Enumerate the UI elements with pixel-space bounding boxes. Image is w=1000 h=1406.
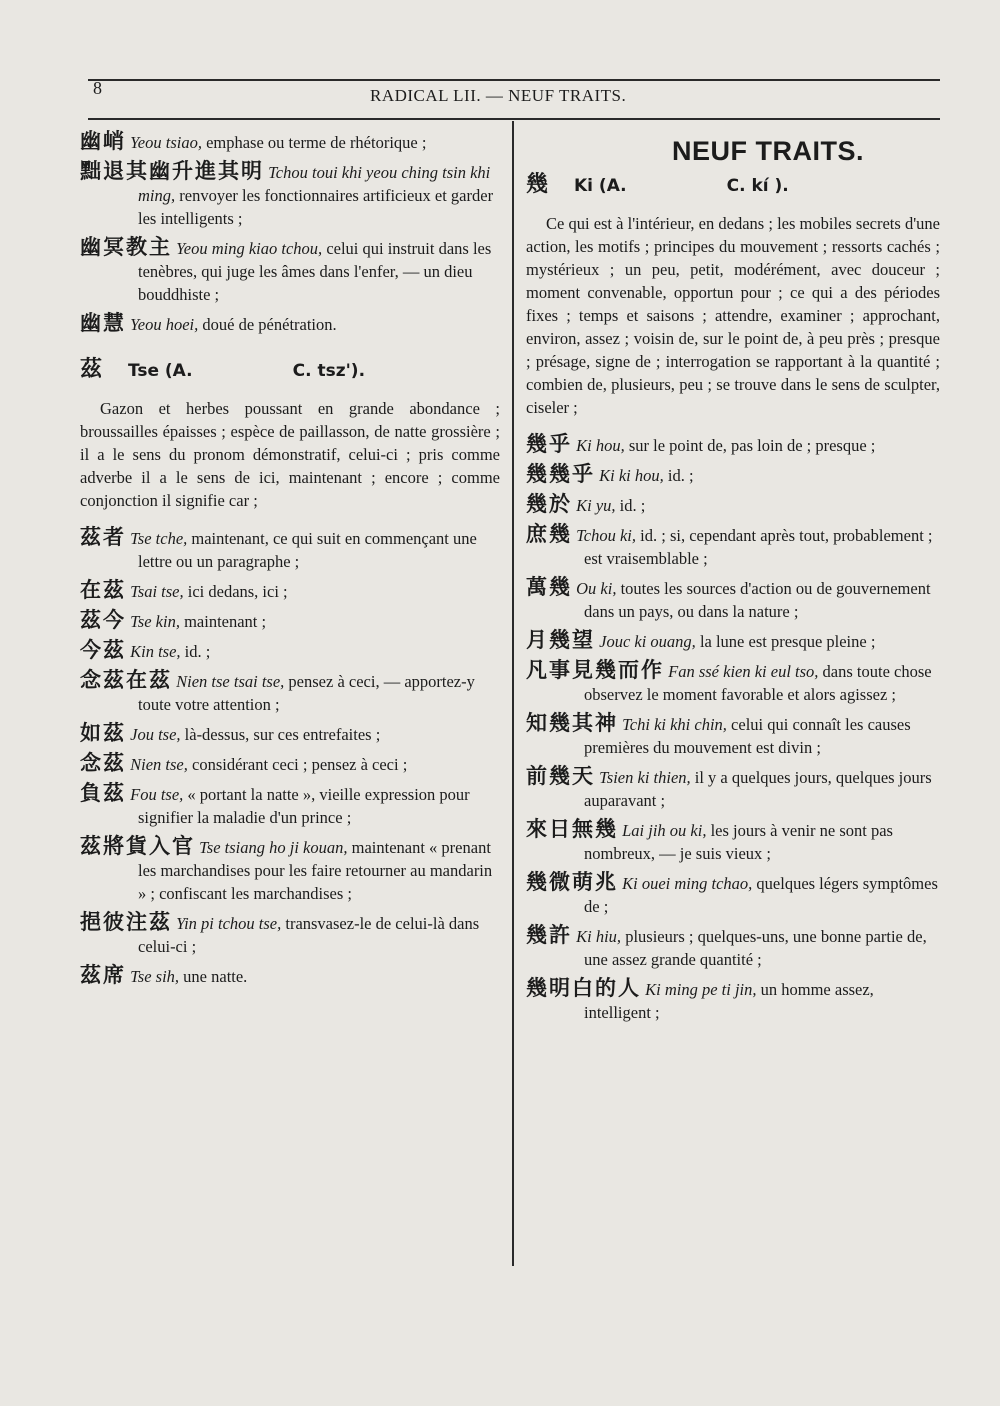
right-column [526, 136, 940, 1030]
entry-hanzi: 茲者 [80, 525, 126, 549]
entry-definition: id. ; [184, 642, 211, 661]
dictionary-entry [80, 782, 500, 829]
dictionary-entry [526, 463, 940, 487]
entry-hanzi: 幾微萌兆 [526, 870, 618, 894]
entry-romanization: Ou ki, [576, 579, 617, 598]
dictionary-entry [80, 236, 500, 306]
heading-glyph: 幾 [526, 172, 549, 197]
entry-definition: maintenant « prenant les marchandises pour les faire retourner au mandarin » ; confiscant les marchandises ; [138, 838, 493, 903]
left-column [80, 130, 500, 994]
entry-hanzi: 知幾其神 [526, 711, 618, 735]
entry-romanization: Yeou ming kiao tchou, [176, 239, 323, 258]
entry-romanization: Yin pi tchou tse, [176, 914, 282, 933]
entry-romanization: Tse kin, [130, 612, 180, 631]
entry-definition: les jours à venir ne sont pas nombreux, — je suis vieux ; [584, 821, 893, 863]
entry-hanzi: 來日無幾 [526, 817, 618, 841]
entry-hanzi: 前幾天 [526, 764, 595, 788]
heading-glyph: 茲 [80, 357, 103, 382]
entry-romanization: Tsien ki thien, [599, 768, 691, 787]
entry-hanzi: 萬幾 [526, 575, 572, 599]
entry-romanization: Yeou tsiao, [130, 133, 202, 152]
entry-romanization: Lai jih ou ki, [622, 821, 707, 840]
dictionary-entry [526, 576, 940, 623]
entry-romanization: Ki ki hou, [599, 466, 664, 485]
entry-romanization: Ki ouei ming tchao, [622, 874, 753, 893]
entry-hanzi: 幾明白的人 [526, 976, 641, 1000]
dictionary-entry [526, 765, 940, 812]
dictionary-entry [80, 160, 500, 230]
entry-hanzi: 如茲 [80, 721, 126, 745]
entry-romanization: Tchou ki, [576, 526, 637, 545]
header-rule [88, 118, 940, 120]
dictionary-entry [80, 609, 500, 633]
dictionary-entry [526, 629, 940, 653]
column-divider [512, 121, 514, 1266]
entry-definition: id. ; si, cependant après tout, probablement ; est vraisemblable ; [584, 526, 933, 568]
dictionary-entry [80, 130, 500, 154]
entry-list-a [80, 130, 500, 336]
entry-hanzi: 負茲 [80, 781, 126, 805]
entry-hanzi: 幾於 [526, 492, 572, 516]
dictionary-entry [80, 911, 500, 958]
dictionary-entry [80, 639, 500, 663]
entry-romanization: Jou tse, [130, 725, 181, 744]
entry-definition: une natte. [183, 967, 248, 986]
dictionary-entry [80, 579, 500, 603]
entry-romanization: Tse tche, [130, 529, 188, 548]
entry-hanzi: 幾乎 [526, 432, 572, 456]
entry-definition: il y a quelques jours, quelques jours auparavant ; [584, 768, 932, 810]
entry-definition: la lune est presque pleine ; [699, 632, 876, 651]
dictionary-entry [526, 712, 940, 759]
entry-definition: sur le point de, pas loin de ; presque ; [628, 436, 876, 455]
entry-definition: là-dessus, sur ces entrefaites ; [184, 725, 381, 744]
character-heading [80, 358, 500, 383]
entry-hanzi: 黜退其幽升進其明 [80, 159, 264, 183]
top-rule [88, 79, 940, 81]
entry-romanization: Tse tsiang ho ji kouan, [199, 838, 348, 857]
entry-romanization: Ki hiu, [576, 927, 622, 946]
character-definition: Gazon et herbes poussant en grande abondance ; broussailles épaisses ; espèce de paillasson, de natte grossière ; il a le sens du pronom démonstratif, celui-ci ; pris comme adverbe il a le sens de ici, maintenant ; encore ; comme conjonction il signifie car ; [80, 399, 500, 510]
entry-definition: id. ; [619, 496, 646, 515]
entry-hanzi: 茲將貨入官 [80, 834, 195, 858]
entry-hanzi: 挹彼注茲 [80, 910, 172, 934]
entry-hanzi: 念茲 [80, 751, 126, 775]
entry-definition: « portant la natte », vieille expression pour signifier la maladie d'un prince ; [138, 785, 470, 827]
entry-hanzi: 凡事見幾而作 [526, 658, 664, 682]
heading-c-label: C. kí ). [726, 176, 789, 196]
dictionary-entry [526, 523, 940, 570]
dictionary-entry [80, 312, 500, 336]
entry-definition: transvasez-le de celui-là dans celui-ci ; [138, 914, 480, 956]
entry-romanization: Fan ssé kien ki eul tso, [668, 662, 819, 681]
entry-hanzi: 幽慧 [80, 311, 126, 335]
entry-definition: renvoyer les fonctionnaires artificieux et garder les intelligents ; [138, 186, 494, 228]
dictionary-entry [526, 924, 940, 971]
entry-hanzi: 念茲在茲 [80, 668, 172, 692]
entry-hanzi: 今茲 [80, 638, 126, 662]
entry-definition: id. ; [667, 466, 694, 485]
entry-romanization: Ki ming pe ti jin, [645, 980, 757, 999]
entry-definition: considérant ceci ; pensez à ceci ; [192, 755, 408, 774]
section-title: NEUF TRAITS. [672, 136, 864, 166]
entry-romanization: Ki hou, [576, 436, 625, 455]
character-heading [526, 173, 940, 198]
dictionary-entry [526, 977, 940, 1024]
entry-definition: emphase ou terme de rhétorique ; [206, 133, 427, 152]
entry-definition: plusieurs ; quelques-uns, une bonne partie de, une assez grande quantité ; [584, 927, 927, 969]
entry-definition: dans toute chose observez le moment favorable et alors agissez ; [584, 662, 932, 704]
dictionary-entry [80, 722, 500, 746]
entry-romanization: Kin tse, [130, 642, 181, 661]
entry-definition: ici dedans, ici ; [187, 582, 288, 601]
entry-romanization: Tchi ki khi chin, [622, 715, 727, 734]
entry-definition: maintenant, ce qui suit en commençant une lettre ou un paragraphe ; [138, 529, 477, 571]
entry-romanization: Jouc ki ouang, [599, 632, 696, 651]
page-number: 8 [93, 78, 102, 98]
dictionary-entry [526, 818, 940, 865]
dictionary-entry [526, 659, 940, 706]
dictionary-entry [80, 752, 500, 776]
running-head: RADICAL LII. — NEUF TRAITS. [370, 86, 627, 105]
entry-hanzi: 茲席 [80, 963, 126, 987]
entry-hanzi: 幾許 [526, 923, 572, 947]
entry-hanzi: 在茲 [80, 578, 126, 602]
heading-a-label: Ki (A. [574, 176, 627, 196]
dictionary-entry [80, 835, 500, 905]
entry-definition: celui qui connaît les causes premières du mouvement est divin ; [584, 715, 911, 757]
entry-romanization: Nien tse, [130, 755, 188, 774]
entry-hanzi: 幽峭 [80, 129, 126, 153]
entry-list-b [80, 526, 500, 988]
entry-definition: maintenant ; [184, 612, 267, 631]
entry-definition: toutes les sources d'action ou de gouvernement dans un pays, ou dans la nature ; [584, 579, 931, 621]
dictionary-entry [526, 433, 940, 457]
dictionary-entry [80, 526, 500, 573]
entry-definition: celui qui instruit dans les tenèbres, qui juge les âmes dans l'enfer, — un dieu bouddhiste ; [138, 239, 492, 304]
entry-romanization: Fou tse, [130, 785, 184, 804]
entry-definition: pensez à ceci, — apportez-y toute votre attention ; [138, 672, 475, 714]
entry-romanization: Tsai tse, [130, 582, 184, 601]
entry-romanization: Ki yu, [576, 496, 616, 515]
entry-definition: doué de pénétration. [202, 315, 337, 334]
entry-hanzi: 月幾望 [526, 628, 595, 652]
entry-romanization: Yeou hoei, [130, 315, 199, 334]
entry-definition: un homme assez, intelligent ; [584, 980, 874, 1022]
heading-a-label: Tse (A. [128, 361, 193, 381]
dictionary-entry [80, 964, 500, 988]
entry-hanzi: 幾幾乎 [526, 462, 595, 486]
entry-romanization: Tchou toui khi yeou ching tsin khi ming, [138, 163, 491, 205]
character-definition: Ce qui est à l'intérieur, en dedans ; les mobiles secrets d'une action, les motifs ; principes du mouvement ; ressorts cachés ; mystérieux ; un peu, petit, modérément, avec douceur ; moment convenable, opportun pour ; ce qui a des périodes fixes ; temps et saisons ; attendre, examiner ; approchant, environ, assez ; voisin de, sur le point de, à peu près ; presque ; présage, signe de ; interrogation se rapportant à la quantité ; combien de, plusieurs, peu ; se trouve dans le sens de sculpter, ciseler ; [526, 214, 940, 417]
heading-c-label: C. tsz'). [292, 361, 366, 381]
entry-hanzi: 茲今 [80, 608, 126, 632]
entry-romanization: Nien tse tsai tse, [176, 672, 285, 691]
dictionary-entry [526, 493, 940, 517]
entry-hanzi: 庶幾 [526, 522, 572, 546]
entry-romanization: Tse sih, [130, 967, 180, 986]
dictionary-entry [80, 669, 500, 716]
entry-list [526, 433, 940, 1024]
entry-definition: quelques légers symptômes de ; [584, 874, 938, 916]
entry-hanzi: 幽冥教主 [80, 235, 172, 259]
dictionary-entry [526, 871, 940, 918]
